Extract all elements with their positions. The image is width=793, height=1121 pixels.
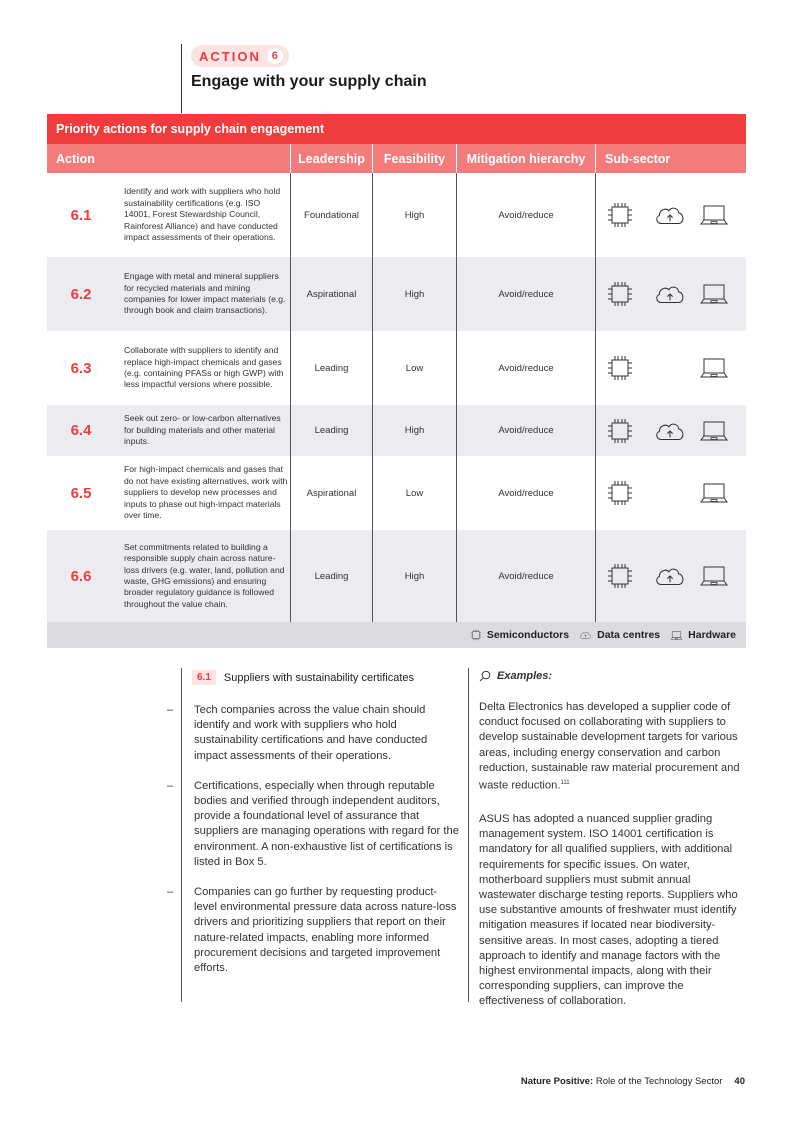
row-sub-sectors xyxy=(596,456,746,530)
table-row xyxy=(47,530,746,622)
semiconductor-chip-icon xyxy=(606,562,634,590)
semiconductor-chip-icon xyxy=(606,479,634,507)
row-number: 6.6 xyxy=(70,567,92,585)
row-leadership: Aspirational xyxy=(291,456,373,530)
cloud-upload-icon xyxy=(653,418,687,444)
semiconductor-chip-icon xyxy=(470,629,482,641)
row-number: 6.2 xyxy=(70,285,92,303)
row-description: Seek out zero- or low-carbon alternatives for building materials and other material inputs. xyxy=(115,405,291,456)
legend-semiconductors: Semiconductors xyxy=(470,629,569,641)
list-item: – Tech companies across the value chain should identify and work with suppliers who hold sustainability certifications and have conducted impact assessments of their operations. xyxy=(167,704,428,762)
section-bullets xyxy=(167,703,460,976)
row-leadership: Leading xyxy=(291,405,373,456)
footer-brand: Nature Positive: xyxy=(520,1076,594,1087)
laptop-icon xyxy=(670,630,683,641)
examples-box xyxy=(468,668,747,1008)
page-number: 40 xyxy=(734,1076,745,1087)
laptop-icon xyxy=(699,481,729,505)
col-action: Action xyxy=(47,144,291,173)
table-header-row xyxy=(47,144,746,173)
section-6-1 xyxy=(167,668,460,1002)
semiconductor-chip-icon xyxy=(606,201,634,229)
semiconductor-chip-icon xyxy=(606,417,634,445)
magnifier-icon xyxy=(479,670,491,682)
row-number: 6.3 xyxy=(70,359,92,377)
action-label: ACTION xyxy=(199,48,261,64)
action-number: 6 xyxy=(267,48,283,64)
sub-sector-legend xyxy=(47,622,746,648)
list-item: – Companies can go further by requesting product-level environmental pressure data across nature-loss drivers and prioritizing suppliers that report on their nature-related impacts, enabling more informed procurement decisions and targeted improvement efforts. xyxy=(167,886,457,975)
row-description: Collaborate with suppliers to identify and replace high-impact chemicals and gases (e.g. containing PFASs or high GWP) with less impactful versions where possible. xyxy=(115,331,291,405)
header-rule xyxy=(181,44,182,113)
priority-actions-table xyxy=(47,114,746,648)
footer-subtitle: Role of the Technology Sector xyxy=(593,1076,723,1087)
legend-hardware: Hardware xyxy=(670,629,736,641)
table-row xyxy=(47,173,746,257)
row-sub-sectors xyxy=(596,405,746,456)
row-mitigation: Avoid/reduce xyxy=(457,257,596,331)
page-title: Engage with your supply chain xyxy=(191,73,427,90)
row-leadership: Leading xyxy=(291,530,373,622)
col-sub-sector: Sub-sector xyxy=(605,151,671,166)
semiconductor-chip-icon xyxy=(606,280,634,308)
col-feasibility: Feasibility xyxy=(373,144,457,173)
section-heading xyxy=(192,670,460,685)
row-feasibility: Low xyxy=(373,331,457,405)
row-description: For high-impact chemicals and gases that do not have existing alternatives, work with suppliers to develop new processes and inputs to phase out high-impact materials over time. xyxy=(115,456,291,530)
example-delta: Delta Electronics has developed a supplier code of conduct focused on collaborating with suppliers to develop sustainable development targets for various areas, including energy conservation and carbon reduction, sustainable raw material procurement and waste reduction.$^{111}$ xyxy=(479,701,740,792)
row-mitigation: Avoid/reduce xyxy=(457,530,596,622)
row-leadership: Leading xyxy=(291,331,373,405)
section-number: 6.1 xyxy=(192,670,216,685)
row-feasibility: High xyxy=(373,530,457,622)
semiconductor-chip-icon xyxy=(606,354,634,382)
row-feasibility: High xyxy=(373,173,457,257)
table-row xyxy=(47,456,746,530)
row-sub-sectors xyxy=(596,331,746,405)
table-title: Priority actions for supply chain engagement xyxy=(47,114,746,144)
table-row xyxy=(47,405,746,456)
row-mitigation: Avoid/reduce xyxy=(457,173,596,257)
laptop-icon xyxy=(699,356,729,380)
col-leadership: Leadership xyxy=(291,144,373,173)
cloud-upload-icon xyxy=(653,281,687,307)
laptop-icon xyxy=(699,564,729,588)
table-row xyxy=(47,257,746,331)
cloud-upload-icon xyxy=(653,563,687,589)
row-number: 6.5 xyxy=(70,484,92,502)
row-number: 6.1 xyxy=(70,206,92,224)
cloud-upload-icon xyxy=(579,630,592,640)
row-description: Set commitments related to building a responsible supply chain across nature-loss drivers (e.g. water, land, pollution and waste, GHG emissions) and ensuring broader regulatory guidance is followed throughout the value chain. xyxy=(115,530,291,622)
laptop-icon xyxy=(699,282,729,306)
row-feasibility: High xyxy=(373,405,457,456)
row-sub-sectors xyxy=(596,257,746,331)
page-footer xyxy=(521,1076,745,1087)
legend-data-centres: Data centres xyxy=(579,629,660,641)
row-mitigation: Avoid/reduce xyxy=(457,405,596,456)
row-feasibility: Low xyxy=(373,456,457,530)
row-leadership: Aspirational xyxy=(291,257,373,331)
laptop-icon xyxy=(699,419,729,443)
row-mitigation: Avoid/reduce xyxy=(457,331,596,405)
examples-heading: Examples: xyxy=(479,670,747,682)
section-title: Suppliers with sustainability certificates xyxy=(223,671,415,684)
footnote-ref: 111 xyxy=(560,780,570,787)
row-description: Engage with metal and mineral suppliers for recycled materials and mining companies for lower impact materials (e.g. through book and claim transactions). xyxy=(115,257,291,331)
table-row xyxy=(47,331,746,405)
row-leadership: Foundational xyxy=(291,173,373,257)
laptop-icon xyxy=(699,203,729,227)
action-badge xyxy=(191,45,289,67)
row-description: Identify and work with suppliers who hold sustainability certifications (e.g. ISO 14001, Forest Stewardship Council, Rainforest Alliance) and have conducted impact assessments of their operations. xyxy=(115,173,291,257)
example-asus: ASUS has adopted a nuanced supplier grading management system. ISO 14001 certification is mandatory for all qualified suppliers, with additional requirements for specific issues. On water, motherboard suppliers must submit annual wastewater discharge testing reports. Suppliers who use substantive amounts of freshwater must identify mitigation measures if located near biodiversity-sensitive areas. In most cases, adopting a tiered approach to identify and manage factors with the highest environmental impacts, along with their corresponding suppliers, can improve the effectiveness of collaboration. xyxy=(479,812,738,1008)
row-mitigation: Avoid/reduce xyxy=(457,456,596,530)
col-mitigation: Mitigation hierarchy xyxy=(457,144,596,173)
list-item: – Certifications, especially when through reputable bodies and verified through independent auditors, provide a foundational level of assurance that suppliers are managing operations with regard for the environment. A non-exhaustive list of certifications is listed in Box 5. xyxy=(167,779,459,868)
cloud-upload-icon xyxy=(653,202,687,228)
row-feasibility: High xyxy=(373,257,457,331)
row-sub-sectors xyxy=(596,173,746,257)
row-number: 6.4 xyxy=(70,422,92,439)
row-sub-sectors xyxy=(596,530,746,622)
